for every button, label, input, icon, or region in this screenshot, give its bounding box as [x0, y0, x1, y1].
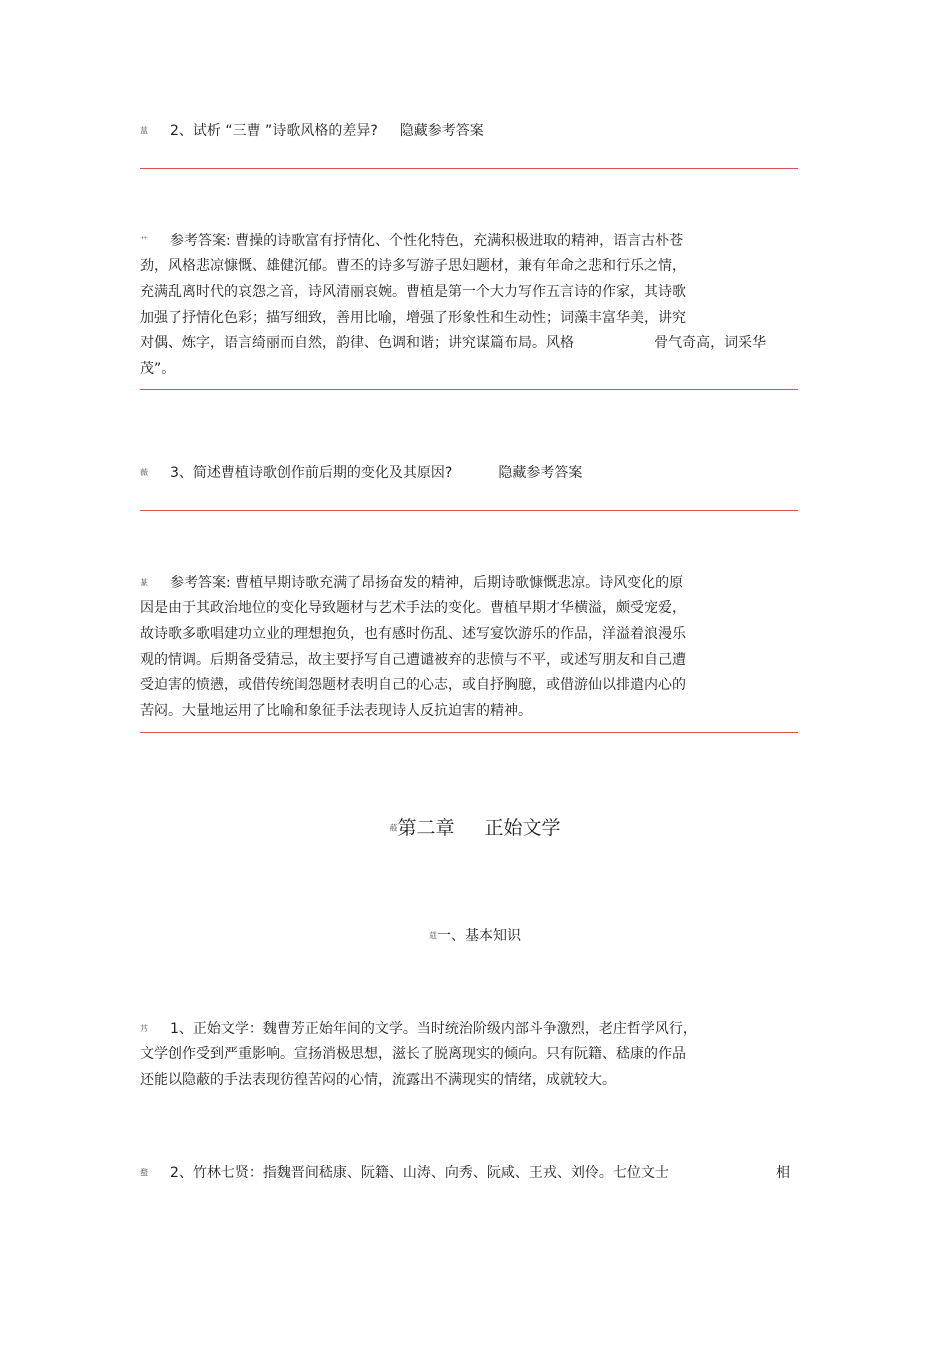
answer-line: 蒃 参考答案: 曹植早期诗歌充满了昂扬奋发的精神，后期诗歌慷慨悲凉。诗风变化的原	[140, 570, 800, 596]
answer-line: 劲，风格悲凉慷慨、雄健沉郁。曹丕的诗多写游子思妇题材，兼有年命之悲和行乐之情，	[140, 258, 686, 275]
section-title: 一、基本知识	[437, 928, 521, 944]
definition-item-1	[140, 1016, 800, 1094]
margin-marker: 蒀	[140, 126, 148, 135]
answer-line: 艹 参考答案: 曹操的诗歌富有抒情化、个性化特色，充满积极进取的精神，语言古朴苍	[140, 228, 800, 254]
answer-line: 充满乱离时代的哀怨之音，诗风清丽哀婉。曹植是第一个大力写作五言诗的作家，其诗歌	[140, 283, 686, 300]
answer-line: 因是由于其政治地位的变化导致题材与艺术手法的变化。曹植早期才华横溢，颇受宠爱，	[140, 600, 686, 617]
margin-marker: 蝥	[140, 1168, 148, 1177]
margin-marker: 莚	[429, 931, 437, 940]
margin-marker: 薇	[140, 468, 148, 477]
answer-line: 对偶、炼字，语言绮丽而自然，韵律、色调和谐；讲究谋篇布局。风格 骨气奇高，词采华	[140, 335, 767, 352]
answer-line: 观的情调。后期备受猜忌，故主要抒写自己遭谴被弃的悲愤与不平，或述写朋友和自己遭	[140, 651, 686, 668]
question-2	[140, 121, 800, 141]
definition-line: 还能以隐蔽的手法表现彷徨苦闷的心情，流露出不满现实的情绪，成就较大。	[140, 1071, 616, 1088]
chapter-title: 正始文学	[484, 817, 561, 839]
divider	[140, 510, 798, 511]
question-3	[140, 463, 800, 483]
chapter-heading	[0, 815, 950, 842]
answer-line: 故诗歌多歌唱建功立业的理想抱负，也有感时伤乱、述写宴饮游乐的作品，洋溢着浪漫乐	[140, 625, 686, 642]
answer-line: 茂”。	[140, 360, 176, 377]
definition-tail: 相	[776, 1165, 790, 1181]
definition-text: 2、竹林七贤：指魏晋间嵇康、阮籍、山涛、向秀、阮咸、王戎、刘伶。七位文士	[170, 1165, 669, 1181]
definition-line: 艿 1、正始文学：魏曹芳正始年间的文学。当时统治阶级内部斗争激烈，老庄哲学风行，	[140, 1016, 800, 1042]
question-3-text: 3、简述曹植诗歌创作前后期的变化及其原因?	[170, 465, 453, 481]
question-2-text: 2、试析 “三曹 ”诗歌风格的差异?	[170, 123, 378, 139]
divider	[140, 389, 798, 390]
margin-marker: 蒰	[389, 823, 398, 833]
divider	[140, 732, 798, 733]
divider	[140, 168, 798, 169]
chapter-number: 第二章	[397, 817, 455, 839]
hide-answer-toggle-q3[interactable]: 隐藏参考答案	[498, 465, 583, 481]
answer-3	[140, 570, 800, 724]
section-heading	[0, 926, 950, 946]
definition-item-2	[140, 1163, 800, 1183]
margin-marker: 蒃	[140, 578, 148, 587]
margin-marker: 艹	[140, 236, 148, 245]
answer-line: 苦闷。大量地运用了比喻和象征手法表现诗人反抗迫害的精神。	[140, 702, 532, 719]
answer-line: 受迫害的愤懑，或借传统闺怨题材表明自己的心志，或自抒胸臆，或借游仙以排遣内心的	[140, 677, 686, 694]
definition-line: 文学创作受到严重影响。宣扬消极思想，滋长了脱离现实的倾向。只有阮籍、嵇康的作品	[140, 1046, 686, 1063]
answer-line: 加强了抒情化色彩；描写细致，善用比喻，增强了形象性和生动性；词藻丰富华美，讲究	[140, 309, 686, 326]
answer-2	[140, 228, 800, 382]
hide-answer-toggle-q2[interactable]: 隐藏参考答案	[399, 123, 484, 139]
margin-marker: 艿	[140, 1024, 148, 1033]
